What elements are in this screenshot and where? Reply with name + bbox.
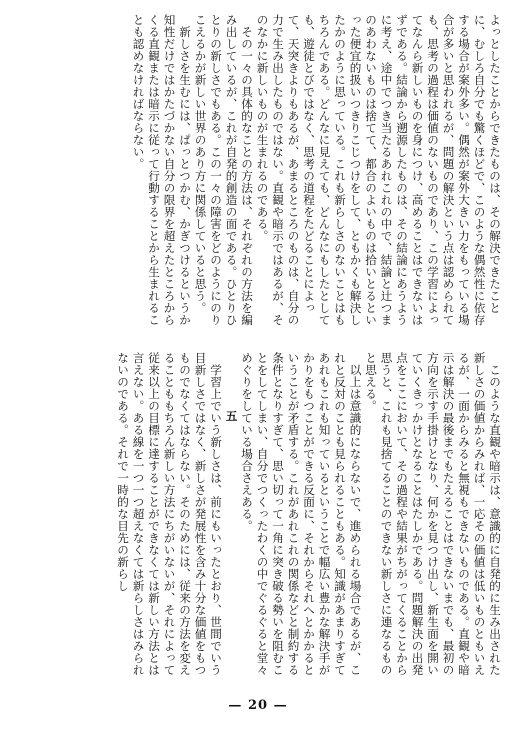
paragraph: 以上は意識的にならないで、進められる場合であるが、これと反対のことも見られることもある。知識があまりすぎてあれもこれも知っているということで幅広い豊かな解決手がかりをもつことができる反面に、それからそれへとかかるということが矛盾する。これがあれこれの関係などと制約する条件となりすぎて、思い切って一角に突き破る勢いを阻むことをしてしまい、自分でつくったわくの中でぐるぐると堂々めぐりをしている場合さえある。	[240, 352, 363, 676]
paragraph: 新しさを生むには、ぱっとつかむ、かぎつけるというか知性だけではかたづかない自分の限界を超えたところからくる直観または暗示に従って行動することから生まれることも認めなければならない。	[131, 14, 192, 326]
paragraph: このような直観や暗示は、意識的に自発的に生み出された新しさの価値からみれば、一応その価値は低いものともいえるが、一面からみると無視もできないものである。直観や暗示は解決の最後までもたえることはできないまでも、最初の方向を示す手掛けとなり、何かを見つけ出し、新生面を開いていくきっかけとなることはたしかである。問題解決の出発点をここにおいて、その過程や結果がちがってくることから思うと、これも見捨てることのできない新しさに連なるものと思える。	[364, 352, 502, 676]
paragraph: 学習上でいう新しさは、前にもいったとおり、世間でいう目新しさではなく、新しさが発展性を含み十分な価値をもつものでなくてはならない。そのためには、従来の方法を変えることももちろん新しい方法にちがいないが、それによって従来以上の目標に達することができなくては新しい方法とは言えない。ある線を一つ一つ超えなくては新らしさはみられないのである。それで一時的な目先の新らし	[116, 352, 223, 676]
paragraph: その一々の具体的なことの方法は、それぞれの方法を編み出しているが、これが自発的創造の面である。ひとりひとりの新しさでもある。この一々の障害をどのようにのりこえるかが新しい世界のあり方に関係していると思う。	[193, 14, 254, 326]
paragraph-continuation: よっとしたことからできたものは、その解決できたことに、むしろ自分でも驚くほどで、このような偶然性に依存する場合が案外多い。偶然が案外大きい力をもっている場合が多いと思われるが、問題の解決という点は認められても、思考の過程は価値のないものであり、この学習によってなんら新しいものを身につけ、高めることはできないはずである。結論から遡源したものは、その結論にあうように考え、途中でつき当たるあれこれの中で、結論と辻つまのあわないものは捨てて、都合のよいものは拾いとるといった便宜的扱いつきりこじつけをして、ともかくも解決したかのように思っている。これも新らしさのないことはもちろんである。どんなに見えても、どんなにもしたとしても、遊徒とびではなく、思考の道程をたどることによって、天突きよりもあるが、あまるところのものは、自分の力で生み出したものではない。直観や暗示ではあるが、そのなかに新しいものが生まれるのである。	[255, 14, 502, 326]
lower-text-block	[14, 352, 502, 687]
page-number: — 20 —	[228, 698, 288, 713]
section-heading: 五	[224, 410, 239, 422]
upper-text-block	[14, 14, 502, 330]
